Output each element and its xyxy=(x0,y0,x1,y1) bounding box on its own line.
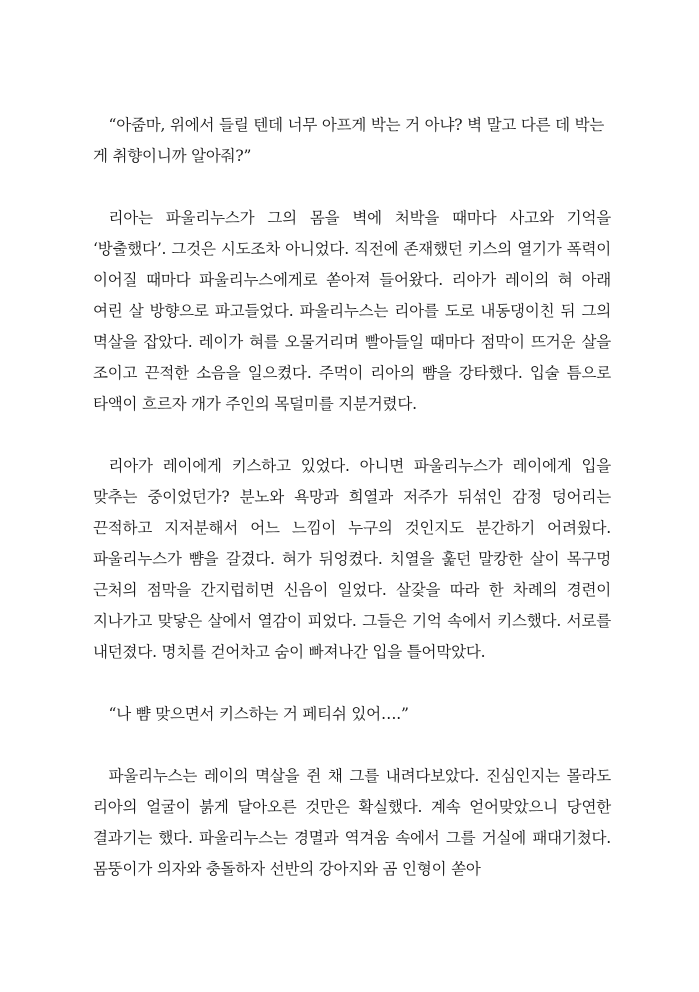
document-page xyxy=(93,110,611,916)
dialogue-paragraph-1: “아줌마, 위에서 들릴 텐데 너무 아프게 박는 거 아냐? 벽 말고 다른 데 박는 게 취향이니까 알아줘?” xyxy=(93,116,605,165)
dialogue-paragraph-2: “나 뺨 맞으면서 키스하는 거 페티쉬 있어….” xyxy=(108,705,409,723)
narration-paragraph-2: 리아가 레이에게 키스하고 있었다. 아니면 파울리누스가 레이에게 입을 맞추는 중이었던가? 분노와 욕망과 희열과 저주가 뒤섞인 감정 덩어리는 끈적하고 지저분해서 어느 느낌이 누구의 것인지도 분간하기 어려웠다. 파울리누스가 뺨을 갈겼다. 혀가 뒤엉켰다. 치열을 훑던 말캉한 살이 목구멍 근처의 점막을 간지럽히면 신음이 일었다. 살갗을 따라 한 차례의 경련이 지나가고 맞닿은 살에서 열감이 피었다. 그들은 기억 속에서 키스했다. 서로를 내던졌다. 명치를 걷어차고 숨이 빠져나간 입을 틀어막았다. xyxy=(93,457,611,661)
narration-paragraph-3: 파울리누스는 레이의 멱살을 쥔 채 그를 내려다보았다. 진심인지는 몰라도 리아의 얼굴이 붉게 달아오른 것만은 확실했다. 계속 얻어맞았으니 당연한 결과기는 했다. 파울리누스는 경멸과 역겨움 속에서 그를 거실에 패대기쳤다. 몸뚱이가 의자와 충돌하자 선반의 강아지와 곰 인형이 쏟아 xyxy=(93,767,611,878)
narration-paragraph-1: 리아는 파울리누스가 그의 몸을 벽에 처박을 때마다 사고와 기억을 ‘방출했다’. 그것은 시도조차 아니었다. 직전에 존재했던 키스의 열기가 폭력이 이어질 때마다 파울리누스에게로 쏟아져 들어왔다. 리아가 레이의 혀 아래 여린 살 방향으로 파고들었다. 파울리누스는 리아를 도로 내동댕이친 뒤 그의 멱살을 잡았다. 레이가 혀를 오물거리며 빨아들일 때마다 점막이 뜨거운 살을 조이고 끈적한 소음을 일으켰다. 주먹이 리아의 뺨을 강타했다. 입술 틈으로 타액이 흐르자 개가 주인의 목덜미를 지분거렸다. xyxy=(93,209,611,413)
